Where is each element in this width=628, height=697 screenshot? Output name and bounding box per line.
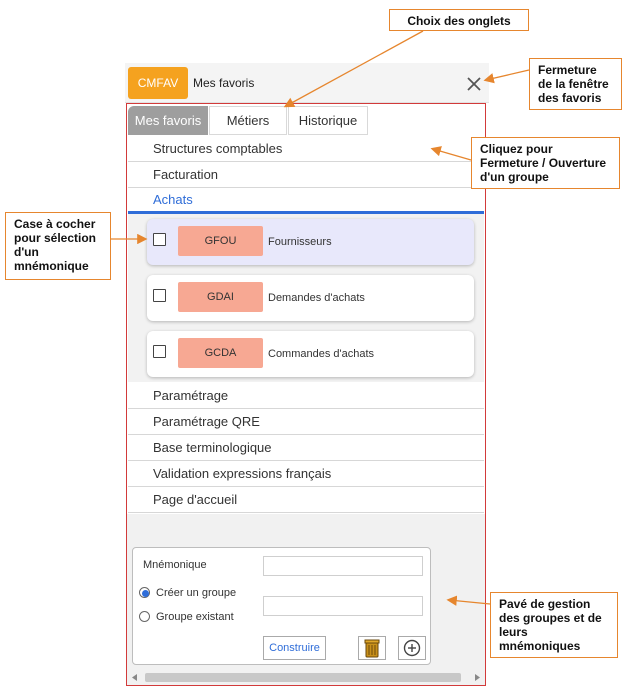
- group-achats[interactable]: Achats: [128, 188, 484, 214]
- callout-close-window: [529, 58, 622, 110]
- mnemonic-badge: GFOU: [178, 226, 263, 256]
- callout-line: Fermeture: [538, 63, 597, 77]
- scrollbar-thumb[interactable]: [145, 673, 461, 682]
- radio-existing-group[interactable]: [139, 611, 150, 622]
- callout-line: pour sélection: [14, 231, 97, 245]
- scroll-right-icon[interactable]: [473, 673, 481, 682]
- arrow-close: [486, 70, 529, 80]
- callout-line: d'un groupe: [480, 170, 549, 184]
- close-icon[interactable]: [464, 74, 484, 94]
- group-parametrage[interactable]: Paramétrage: [128, 383, 484, 409]
- callout-line: mnémoniques: [499, 639, 581, 653]
- favorite-label: Commandes d'achats: [268, 348, 375, 360]
- tab-mes-favoris[interactable]: Mes favoris: [128, 106, 208, 135]
- callout-line: Fermeture / Ouverture: [480, 156, 607, 170]
- plus-circle-icon: [403, 639, 421, 657]
- favorite-label: Demandes d'achats: [268, 292, 365, 304]
- tab-historique[interactable]: Historique: [288, 106, 368, 135]
- callout-line: des favoris: [538, 91, 602, 105]
- callout-line: Case à cocher: [14, 217, 96, 231]
- mnemonic-badge: GDAI: [178, 282, 263, 312]
- group-input[interactable]: [263, 596, 423, 616]
- add-button[interactable]: [398, 636, 426, 660]
- radio-create-group-label: Créer un groupe: [156, 587, 237, 599]
- favorite-checkbox[interactable]: [153, 289, 166, 302]
- callout-line: Pavé de gestion: [499, 597, 591, 611]
- favorite-checkbox[interactable]: [153, 233, 166, 246]
- mnemonic-label: Mnémonique: [143, 559, 207, 571]
- favorite-label: Fournisseurs: [268, 236, 332, 248]
- app-badge: CMFAV: [128, 67, 188, 99]
- callout-management: [490, 592, 618, 658]
- mnemonic-input[interactable]: [263, 556, 423, 576]
- favorite-checkbox[interactable]: [153, 345, 166, 358]
- delete-button[interactable]: [358, 636, 386, 660]
- group-validation-expressions[interactable]: Validation expressions français: [128, 461, 484, 487]
- build-button[interactable]: Construire: [263, 636, 326, 660]
- group-page-accueil[interactable]: Page d'accueil: [128, 487, 484, 513]
- group-parametrage-qre[interactable]: Paramétrage QRE: [128, 409, 484, 435]
- radio-create-group[interactable]: [139, 587, 150, 598]
- trash-icon: [364, 638, 380, 658]
- callout-line: des groupes et de: [499, 611, 602, 625]
- callout-line: de la fenêtre: [538, 77, 609, 91]
- group-structures-comptables[interactable]: Structures comptables: [128, 136, 484, 162]
- callout-line: mnémonique: [14, 259, 89, 273]
- tab-metiers[interactable]: Métiers: [209, 106, 287, 135]
- callout-line: d'un: [14, 245, 39, 259]
- group-facturation[interactable]: Facturation: [128, 162, 484, 188]
- group-base-terminologique[interactable]: Base terminologique: [128, 435, 484, 461]
- radio-existing-group-label: Groupe existant: [156, 611, 234, 623]
- mnemonic-badge: GCDA: [178, 338, 263, 368]
- callout-line: Cliquez pour: [480, 142, 553, 156]
- callout-checkbox: [5, 212, 111, 280]
- callout-tabs-choice: Choix des onglets: [389, 9, 529, 31]
- panel-title: Mes favoris: [193, 76, 255, 90]
- callout-toggle-group: [471, 137, 620, 189]
- callout-line: leurs: [499, 625, 528, 639]
- scroll-left-icon[interactable]: [131, 673, 139, 682]
